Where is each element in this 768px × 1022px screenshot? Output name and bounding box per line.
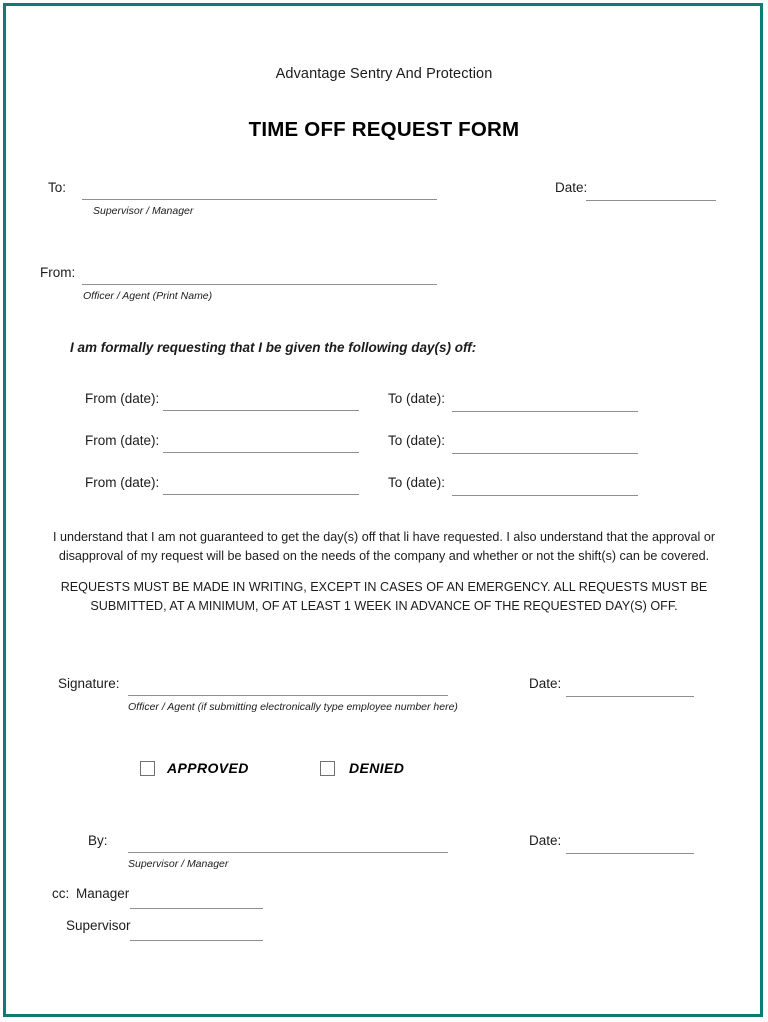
date-top-input-line[interactable]: [586, 200, 716, 201]
authorization-date-label: Date:: [529, 833, 562, 848]
from-date-label-2: From (date):: [85, 433, 160, 448]
from-date-input-line-1[interactable]: [163, 410, 359, 411]
signature-date-input-line[interactable]: [566, 696, 694, 697]
to-date-label-1: To (date):: [388, 391, 446, 406]
requests-policy-paragraph: REQUESTS MUST BE MADE IN WRITING, EXCEPT IN CASES OF AN EMERGENCY. ALL REQUESTS MUST BE SUBMITTED, AT A MINIMUM, OF AT LEAST 1 WEEK IN ADVANCE OF THE REQUESTED DAY(S) OFF.: [60, 580, 708, 613]
from-date-input-line-3[interactable]: [163, 494, 359, 495]
to-caption: Supervisor / Manager: [93, 205, 194, 217]
signature-caption: Officer / Agent (if submitting electronically type employee number here): [128, 701, 458, 713]
date-top-label: Date:: [555, 180, 588, 195]
company-name: Advantage Sentry And Protection: [275, 66, 493, 82]
signature-input-line[interactable]: [128, 695, 448, 696]
from-caption: Officer / Agent (Print Name): [83, 290, 213, 302]
page-title: TIME OFF REQUEST FORM: [248, 118, 520, 141]
cc-supervisor-label: Supervisor: [66, 918, 131, 933]
signature-label: Signature:: [58, 676, 120, 691]
understanding-paragraph: I understand that I am not guaranteed to get the day(s) off that li have requested. I also understand that the approval or disapproval of my request will be based on the needs of the company and whether or not the shift(s) can be covered.: [52, 530, 716, 563]
from-date-label-3: From (date):: [85, 475, 160, 490]
authorization-date-input-line[interactable]: [566, 853, 694, 854]
denied-checkbox[interactable]: [320, 761, 335, 776]
cc-manager-input-line[interactable]: [130, 908, 263, 909]
by-caption: Supervisor / Manager: [128, 858, 229, 870]
denied-label: DENIED: [349, 760, 405, 776]
from-label: From:: [40, 265, 76, 280]
approved-label: APPROVED: [167, 760, 249, 776]
to-date-input-line-1[interactable]: [452, 411, 638, 412]
cc-manager-label: Manager: [76, 886, 130, 901]
cc-label: cc:: [52, 886, 70, 901]
to-input-line[interactable]: [82, 199, 437, 200]
to-date-label-2: To (date):: [388, 433, 446, 448]
to-date-input-line-2[interactable]: [452, 453, 638, 454]
to-date-label-3: To (date):: [388, 475, 446, 490]
by-input-line[interactable]: [128, 852, 448, 853]
to-label: To:: [48, 180, 67, 195]
request-statement: I am formally requesting that I be given the following day(s) off:: [70, 340, 477, 355]
to-date-input-line-3[interactable]: [452, 495, 638, 496]
from-input-line[interactable]: [82, 284, 437, 285]
approved-checkbox[interactable]: [140, 761, 155, 776]
cc-supervisor-input-line[interactable]: [130, 940, 263, 941]
from-date-input-line-2[interactable]: [163, 452, 359, 453]
signature-date-label: Date:: [529, 676, 562, 691]
by-label: By:: [88, 833, 108, 848]
from-date-label-1: From (date):: [85, 391, 160, 406]
